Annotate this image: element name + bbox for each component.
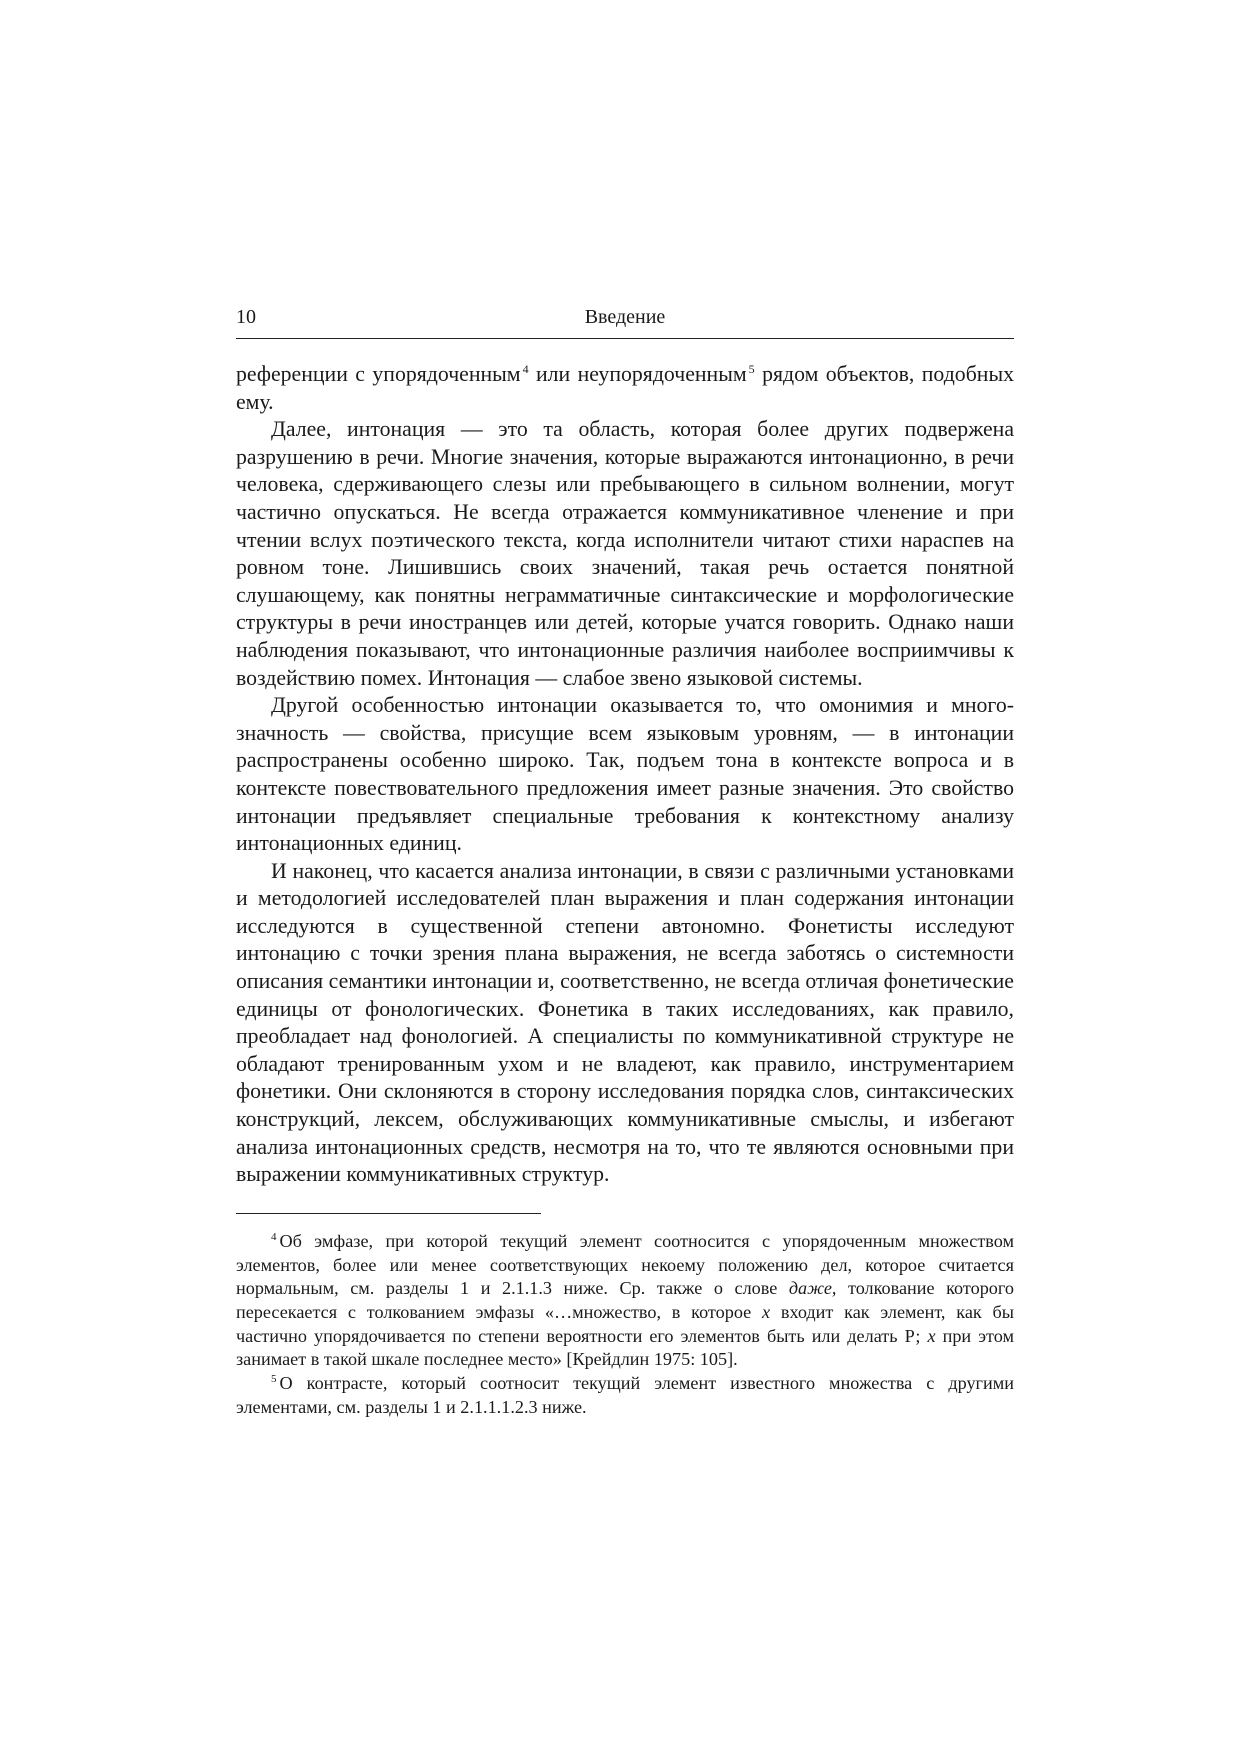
paragraph-1-part-2: или неупорядоченным (528, 362, 747, 386)
section-title: Введение (584, 306, 666, 328)
footnote-5-text: О контрасте, который соотносит текущий элемент известного множества с другими элементами, см. разделы 1 и 2.1.1.1.2.3 ниже. (236, 1373, 1014, 1417)
footnote-4-part-3: входит как элемент, как бы частично упорядочивается по степени вероятности его элементов быть или делать Р; (236, 1301, 1014, 1346)
footnote-4 (236, 1230, 1014, 1372)
running-head (236, 298, 1014, 339)
paragraph-1-part-1: референции с упорядоченным (236, 362, 521, 386)
footnote-4-part-4: при этом занимает в такой шкале последнее место» [Крейдлин 1975: 105]. (236, 1325, 1014, 1370)
paragraph-3: Другой особенностью интонации оказывается то, что омонимия и многозначность — свойства, присущие всем языковым уровням, — в интонации распространены особенно широко. Так, подъем тона в контексте вопроса и в контексте повествовательного предложения имеет разные значения. Это свойство интонации предъявляет специальные требования к контекстному анализу интонационных единиц. (236, 693, 1014, 856)
paragraph-1-part-3: рядом объектов, подобных ему. (236, 362, 1014, 414)
page-number: 10 (236, 306, 256, 328)
footnote-4-part-1: Об эмфазе, при которой текущий элемент соотносится с упорядоченным множеством элементов, более или менее соответствующих некоему положению дел, которое считается нормальным, см. разделы 1 и 2.1.1.3 ниже. Ср. также о слове (236, 1230, 1014, 1299)
main-text (236, 361, 1014, 1189)
paragraph-4: И наконец, что касается анализа интонации, в связи с различными установками и методологией исследователей план выражения и план содержания интонации исследуются в существенной степени автономно. Фонетисты исследуют интонацию с точки зрения плана выражения, не всегда заботясь о системности описания семантики интонации и, соответственно, не всегда отличая фонетические единицы от фонологических. Фонетика в таких исследованиях, как правило, преобладает над фонологией. А специалисты по коммуникативной структуре не обладают тренированным ухом и не владеют, как правило, инструментарием фонетики. Они склоняются в сторону исследования порядка слов, синтаксических конструкций, лексем, обслуживающих коммуникативные смыслы, и избегают анализа интонационных средств, несмотря на то, что те являются основными при выражении коммуникативных структур. (236, 858, 1014, 1187)
footnote-divider (236, 1213, 541, 1214)
footnote-4-part-2: , толкование которого пересекается с толкованием эмфазы «…множество, в которое (236, 1278, 1014, 1322)
footnote-4-italic-1: даже (788, 1278, 832, 1299)
paragraph-2: Далее, интонация — это та область, которая более других подвержена разрушению в речи. Многие значения, которые выражаются интонационно, в речи человека, сдерживающего слезы или пребывающего в сильном волнении, могут частично опускаться. Не всегда отражается коммуникативное членение и при чтении вслух поэтического текста, когда исполнители читают стихи нараспев на ровном тоне. Лишившись своих значений, такая речь остается понятной слушающему, как понятны неграмматичные синтаксические и морфологические структуры в речи иностранцев или детей, которые учатся говорить. Однако наши наблюдения показывают, что интонационные различия наиболее восприимчивы к воздействию помех. Интонация — слабое звено языковой системы. (236, 417, 1014, 690)
footnote-ref-5: 5 (748, 362, 755, 376)
book-page (236, 298, 1014, 1419)
footnote-4-italic-2: x (762, 1301, 771, 1322)
footnotes (236, 1230, 1014, 1420)
footnote-5 (236, 1372, 1014, 1419)
paragraph-1 (236, 361, 1014, 416)
footnote-5-marker: 5 (271, 1373, 277, 1386)
footnote-4-marker: 4 (271, 1230, 277, 1243)
footnote-4-italic-3: x (927, 1325, 936, 1346)
footnote-ref-4: 4 (522, 362, 529, 376)
